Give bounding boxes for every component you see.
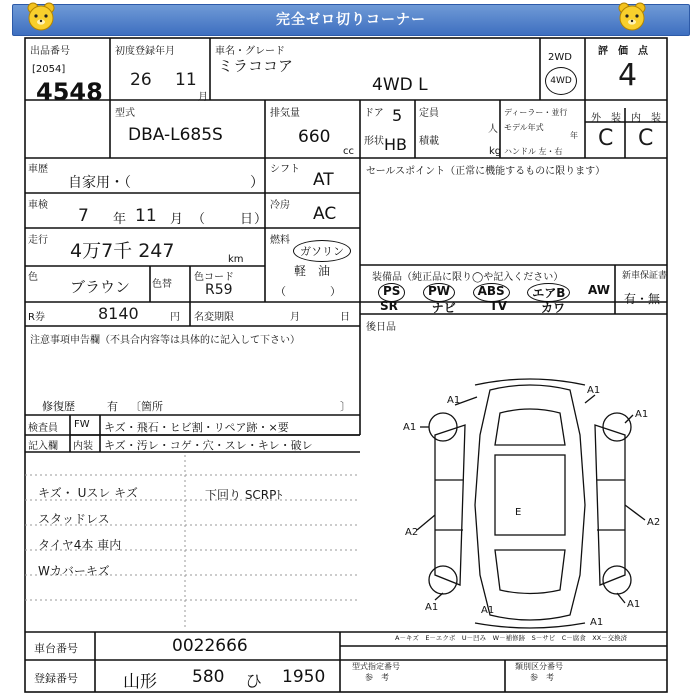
sales-point-label: セールスポイント（正常に機能するものに限ります） [366,166,606,177]
repair-label: 修復歴 [42,400,75,413]
capacity-label: 定員 [419,108,439,119]
shift-label: シフト [270,164,300,175]
first-reg-label: 初度登録年月 [115,46,175,57]
inspection-day-close: ） [254,212,268,227]
tax-month: 月 [290,312,300,323]
dealer-label: ディーラー・並行 [504,108,568,117]
registration-kana: ひ [245,672,262,692]
shape-value: HB [384,135,408,154]
color-value: ブラウン [70,278,131,296]
damage-legend: A－キズ E－エクボ U－凹み W－補修跡 S－サビ C－腐食 XX－交換済 [395,634,628,642]
damage-mark: A1 [481,605,495,616]
damage-mark: A1 [635,409,649,420]
capacity-unit: 人 [488,124,498,135]
mileage-unit: km [228,254,244,265]
car-label: 車名・グレード [215,46,285,57]
score-label: 評 価 点 [598,46,648,57]
tax-day: 日 [340,312,350,323]
repair-area: 〔箇所 [130,400,163,413]
repair-value: 有 [107,400,118,413]
registration-class: 580 [192,667,225,687]
color-label: 色 [28,272,38,283]
drive-label: 2WD [548,52,572,63]
int-label: 内 装 [631,113,661,124]
score-value: 4 [618,58,638,93]
chassis-label: 車台番号 [34,642,78,655]
class-number-ref: 参 考 [530,673,554,682]
shift-value: AT [313,170,334,190]
shape-label: 形状 [364,136,384,147]
equipment-tv: TV [489,299,508,313]
model-year-label: モデル年式 [504,123,544,132]
color-code-label: 色コード [194,272,234,283]
note-line-4: Wカバーキズ [38,564,110,578]
displacement-label: 排気量 [270,108,300,119]
history-label: 車歴 [28,164,48,175]
fw-label: FW [74,419,90,430]
model-year-unit: 年 [570,131,578,140]
damage-mark: E [515,507,522,518]
damage-mark: A1 [403,422,417,433]
model-value: DBA-L685S [128,125,223,145]
equipment-leather: カワ [540,301,565,315]
registration-label: 登録番号 [34,672,78,685]
recycle-label: R券 [28,312,45,323]
color-change-label: 色替 [152,279,172,290]
equipment-sr: SR [380,299,398,313]
equipment-label: 装備品（純正品に限り◯や記入ください） [372,272,564,283]
equipment-ps: PS [378,283,405,302]
banner-title: 完全ゼロ切りコーナー [276,12,426,28]
fuel-label: 燃料 [270,235,290,246]
fw-items: キズ・飛石・ヒビ割・リペア跡・×要 [104,421,289,434]
displacement-value: 660 [298,127,331,147]
doors-label: ドア [364,108,384,119]
new-car-label: 新車保証書 [622,271,668,281]
equipment-row-2 [380,299,565,316]
new-car-value: 有・無 [624,292,661,306]
recycle-unit: 円 [170,312,180,323]
damage-mark: A2 [647,517,661,528]
damage-mark: A1 [447,395,461,406]
inspection-year-unit: 年 [113,212,127,227]
equipment-aw: AW [588,283,610,297]
load-label: 積載 [419,136,439,147]
note-line-2: スタッドレス [38,512,110,526]
mileage-label: 走行 [28,235,48,246]
registration-area: 山形 [123,672,157,692]
lot-sub: [2054] [32,64,66,75]
drive-circled: 4WD [545,67,577,95]
car-grade: 4WD L [372,75,428,95]
note-right: 下回り SCRPﾄ [205,488,283,502]
first-reg-month: 11 [175,70,197,90]
inspection-label: 車検 [28,200,48,211]
type-number-label: 型式指定番号 [352,662,400,671]
note-line-1: キズ・ Uスレ キズ [38,486,138,500]
ext-grade: C [598,126,614,151]
damage-mark: A1 [590,617,604,628]
type-number-ref: 参 考 [365,673,389,682]
car-diagram [395,375,665,630]
history-value: 自家用・（ [68,175,131,191]
displacement-unit: cc [343,146,354,157]
damage-mark: A1 [425,602,439,613]
damage-mark: A2 [405,527,419,538]
history-close: ） [250,175,264,191]
note-line-3: タイヤ4本 車内 [38,538,122,552]
inspection-day-open: （ [192,212,206,227]
color-code: R59 [205,282,233,298]
car-name: ミラココア [218,57,294,75]
inspection-year: 7 [78,206,89,226]
inspection-month-unit: 月 [170,212,184,227]
load-unit: kg [489,146,502,157]
handle-label: ハンドル 左・右 [504,147,563,156]
repair-close: 〕 [340,400,351,413]
doors-value: 5 [392,106,403,125]
mileage-value: 4万7千 247 [70,240,175,262]
chassis-value: 0022666 [172,636,248,656]
after-reg-label: 後日品 [366,322,396,333]
equipment-airbag: エアB [527,283,570,302]
inspection-day: 日 [240,212,254,227]
int-items: キズ・汚レ・コゲ・穴・スレ・キレ・破レ [104,439,313,452]
damage-mark: A1 [627,599,641,610]
equipment-pw: PW [423,283,455,302]
class-number-label: 類別区分番号 [515,662,563,671]
lot-number: 4548 [36,78,103,106]
recycle-value: 8140 [98,304,139,323]
damage-mark: A1 [587,385,601,396]
first-reg-year: 26 [130,70,152,90]
equipment-navi: ナビ [431,301,456,315]
aircon-label: 冷房 [270,200,290,211]
aircon-value: AC [313,204,337,224]
first-reg-suffix: 月 [198,92,208,103]
inspector-label-2: 記入欄 [28,441,58,452]
inspector-label-1: 検査員 [28,423,58,434]
inspection-month: 11 [135,206,157,226]
int-label-2: 内装 [73,441,93,452]
int-grade: C [638,126,654,151]
ext-label: 外 装 [591,113,621,124]
notes-label: 注意事項申告欄（不具合内容等は具体的に記入して下さい） [30,335,300,346]
fuel-diesel: 軽 油 [294,264,331,278]
tax-label: 名変期限 [194,312,234,323]
lot-label: 出品番号 [30,46,70,57]
fuel-paren: （ ） [275,285,341,298]
registration-number: 1950 [282,667,326,687]
model-label: 型式 [115,108,135,119]
fuel-gasoline: ガソリン [293,240,351,262]
equipment-abs: ABS [473,283,510,302]
